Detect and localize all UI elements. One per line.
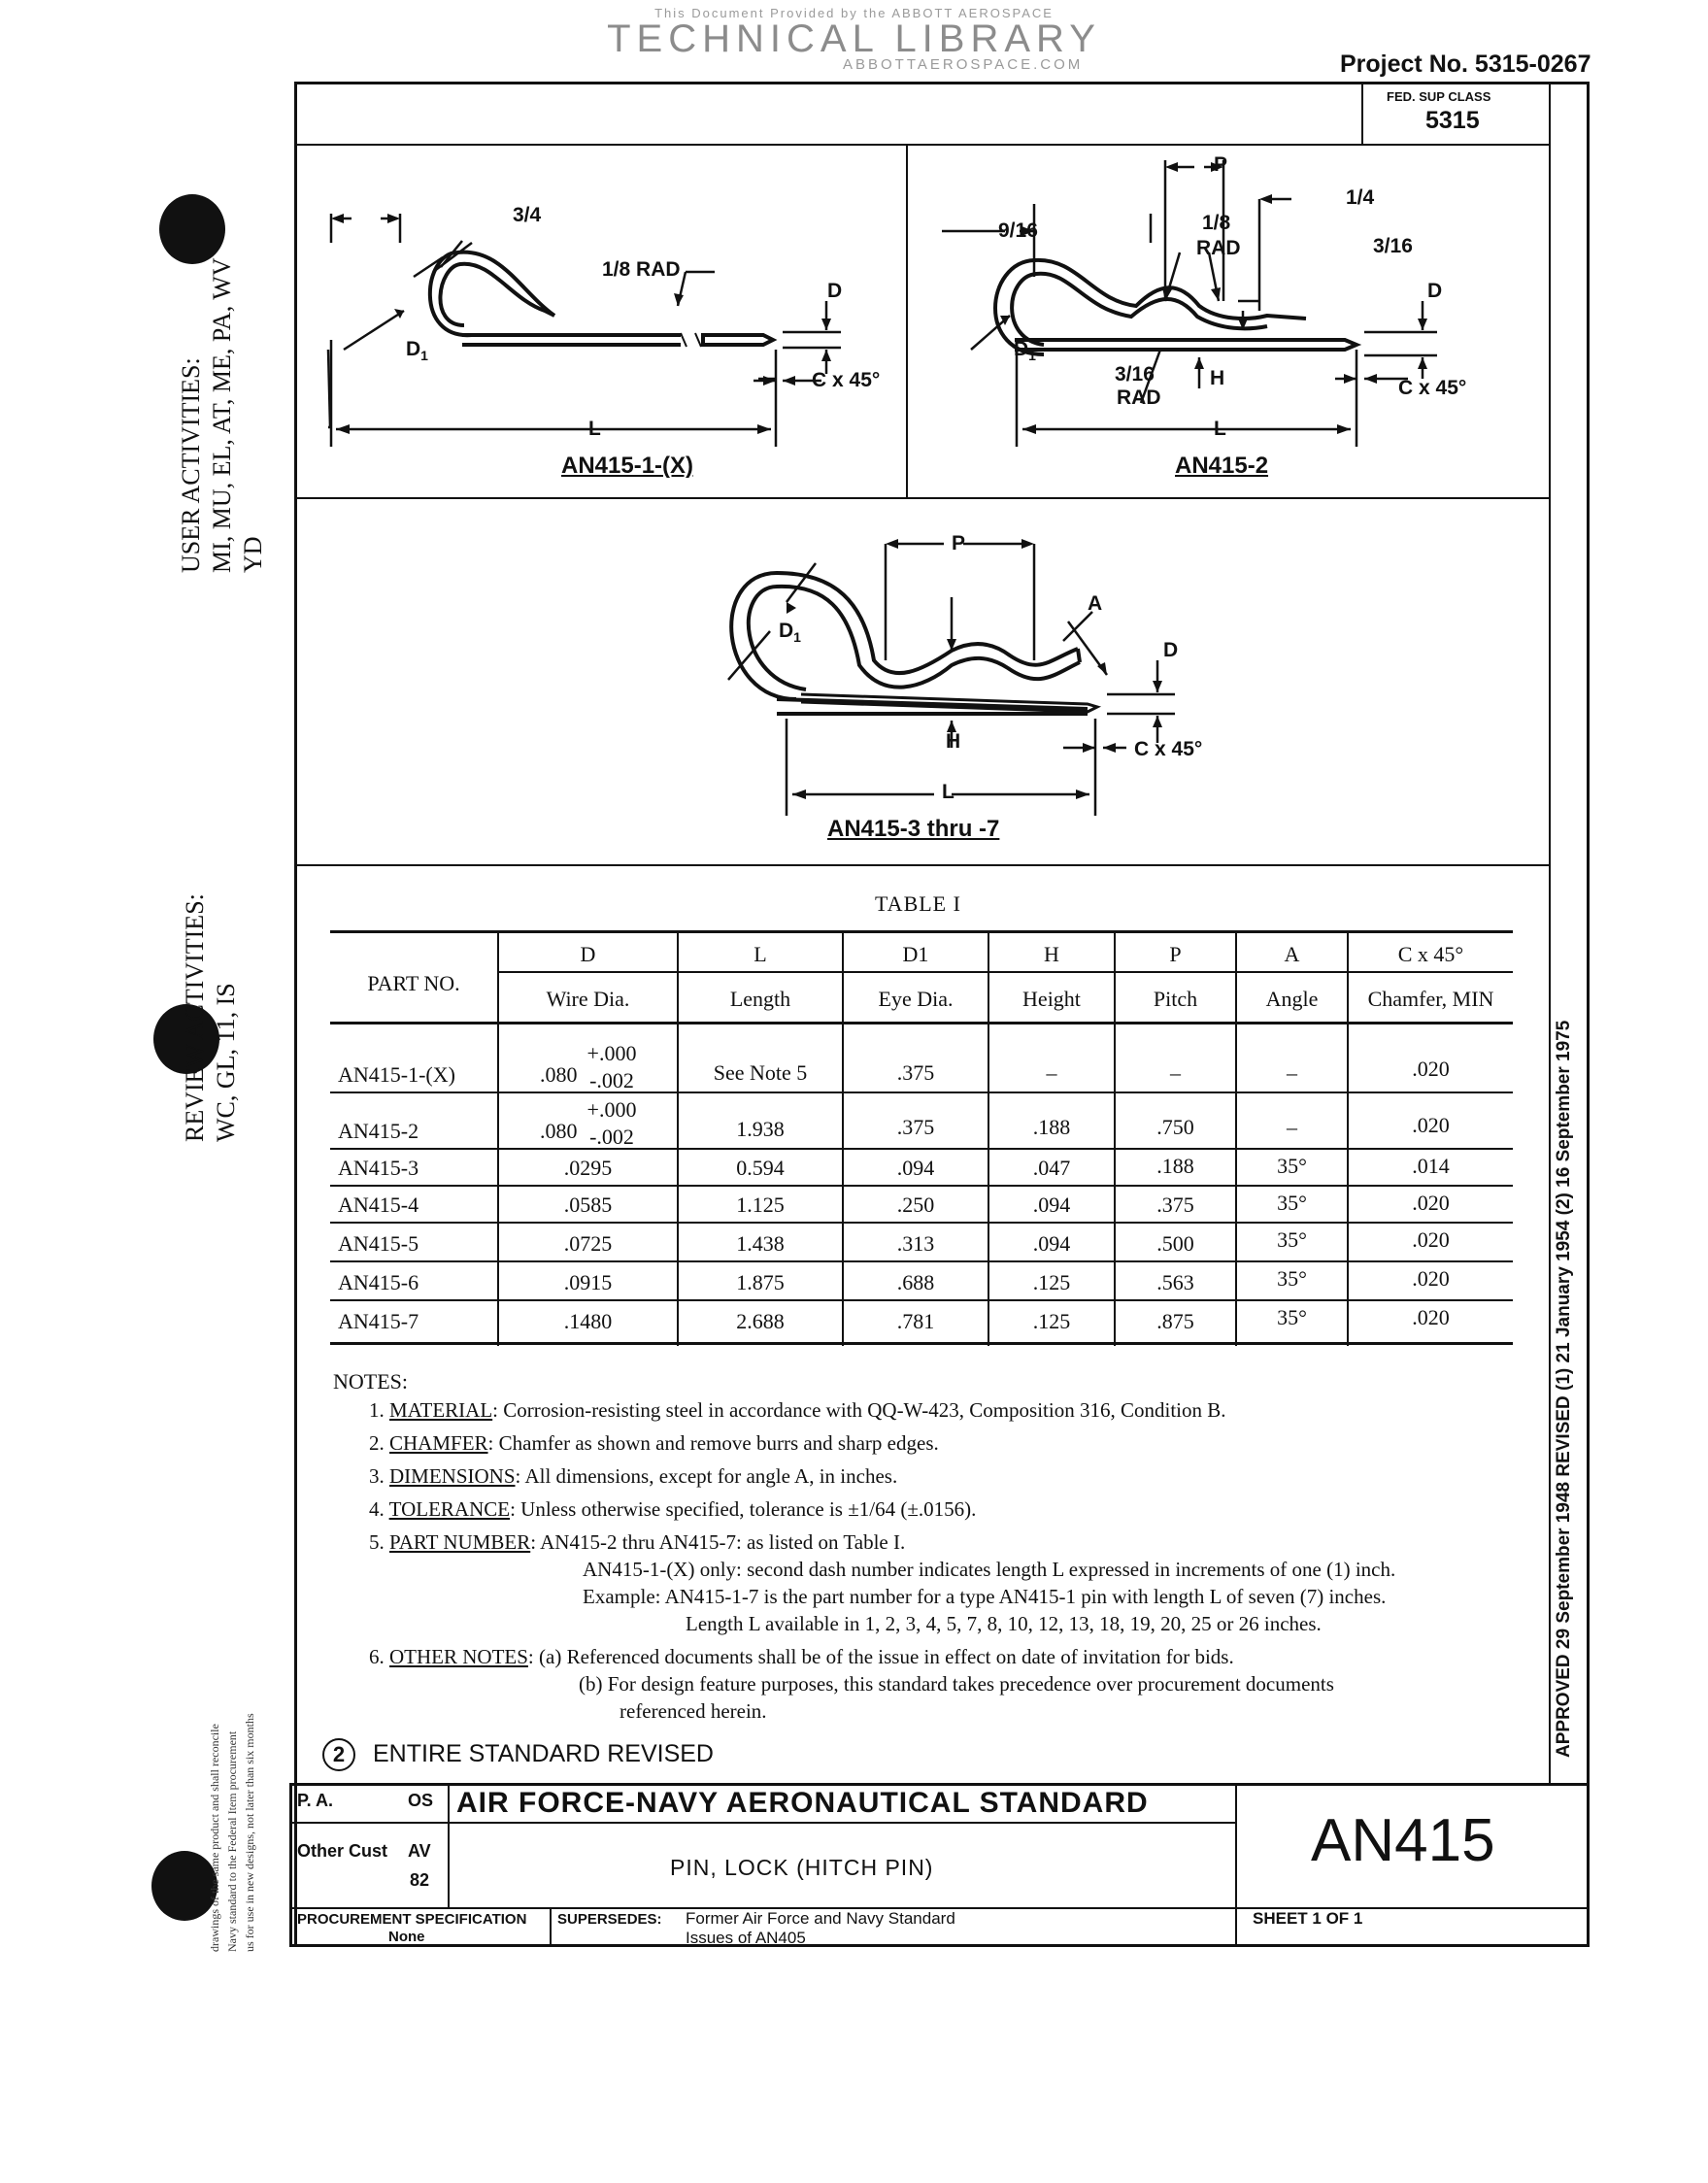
note-1: 1. MATERIAL: Corrosion-resisting steel in accordance with QQ-W-423, Composition 316, Condition B. [369,1398,1226,1422]
th-a-sym: A [1284,942,1300,966]
table-row-l: 1.938 [736,1117,785,1141]
d1-l: L [588,418,601,440]
note-2: 2. CHAMFER: Chamfer as shown and remove burrs and sharp edges. [369,1431,939,1455]
d2-1-4: 1/4 [1346,186,1375,209]
tb-supersedes-label: SUPERSEDES: [557,1911,662,1928]
table-row-p: .875 [1156,1309,1194,1333]
margin-note-line2: Navy standard to the Federal Item procurement [225,1730,239,1952]
note-5-line-3: Example: AN415-1-7 is the part number for a type AN415-1 pin with length L of seven (7) inches. [583,1585,1387,1608]
note-5: 5. PART NUMBER: AN415-2 thru AN415-7: as listed on Table I. [369,1530,906,1554]
table-rule-top [330,930,1513,933]
table-row-c: .020 [1412,1191,1450,1215]
frame-right-outer [1587,82,1590,1783]
table-row-tol-minus: -.002 [589,1068,634,1092]
table-row-rule-6 [330,1299,1513,1301]
table-row-d1: .313 [896,1231,935,1256]
fed-sup-value: 5315 [1425,107,1480,134]
revision-note: ENTIRE STANDARD REVISED [373,1740,714,1767]
d2-3-16-bottom: 3/16 [1115,363,1155,386]
table-row-p: .750 [1156,1115,1194,1139]
table-row-a: 35° [1277,1266,1307,1291]
margin-note-line3: us for use in new designs, not later than six months [243,1713,256,1952]
tb-top [289,1783,1590,1786]
table-row-part: AN415-7 [338,1309,419,1333]
note-6-b-line-2: referenced herein. [620,1699,767,1723]
table-row-h: .047 [1032,1156,1071,1180]
table-row-d: .0295 [563,1156,613,1180]
punch-hole-top [159,194,225,264]
tb-supersedes-line-1: Former Air Force and Navy Standard [686,1909,955,1928]
table-row-c: .014 [1412,1154,1450,1178]
d3-d: D [1163,639,1179,661]
d3-p: P [952,532,966,554]
table-row-a: – [1287,1115,1297,1139]
review-activities-line1: REVIEW ACTIVITIES: [181,893,209,1142]
table-row-d1: .375 [896,1115,935,1139]
table-row-d: .0915 [563,1270,613,1294]
table-row-d1: .781 [896,1309,935,1333]
table-row-d1: .250 [896,1192,935,1217]
table-row-h: .125 [1032,1309,1071,1333]
table-row-h: .125 [1032,1270,1071,1294]
tb-proc-col [550,1907,552,1946]
review-activities-line2: WC, GL, 11, IS [212,983,240,1142]
table-row-d: .080 [540,1062,578,1087]
watermark-provided-by: This Document Provided by the ABBOTT AEROSPACE [654,6,1054,20]
table-row-a: 35° [1277,1154,1307,1178]
drawing-split-rule [294,497,1551,499]
d2-caption: AN415-2 [1175,453,1269,479]
d3-h: H [946,730,961,753]
notes-heading: NOTES: [333,1369,408,1394]
tb-number: AN415 [1311,1807,1495,1874]
d1-caption: AN415-1-(X) [561,453,694,479]
note-6-b-line-1: (b) For design feature purposes, this standard takes precedence over procurement documents [579,1672,1334,1696]
table-row-p: .375 [1156,1192,1194,1217]
table-row-l: 0.594 [736,1156,785,1180]
table-row-rule-3 [330,1185,1513,1187]
table-row-rule-4 [330,1222,1513,1224]
note-6: 6. OTHER NOTES: (a) Referenced documents shall be of the issue in effect on date of invitation for bids. [369,1645,1234,1668]
table-row-c: .020 [1412,1305,1450,1329]
table-title: TABLE I [875,891,961,916]
table-row-h: – [1046,1060,1057,1085]
tb-col-2 [1235,1783,1237,1946]
table-row-tol-plus: +.000 [586,1041,637,1065]
table-row-c: .020 [1412,1266,1450,1291]
tb-standard-rule [448,1822,1235,1824]
table-row-d1: .375 [896,1060,935,1085]
table-row-d1: .094 [896,1156,935,1180]
table-row-h: .188 [1032,1115,1071,1139]
tb-right [1587,1783,1590,1946]
table-row-a: 35° [1277,1227,1307,1252]
th-p-name: Pitch [1153,987,1198,1011]
table-rule-bottom [330,1342,1513,1345]
note-3: 3. DIMENSIONS: All dimensions, except for angle A, in inches. [369,1464,898,1488]
table-row-tol-minus: -.002 [589,1125,634,1149]
th-l-sym: L [754,942,767,966]
d2-1-8: 1/8 [1202,212,1231,234]
revision-history: APPROVED 29 September 1948 REVISED (1) 21 January 1954 (2) 16 September 1975 [1554,1020,1574,1758]
table-row-c: .020 [1412,1057,1450,1081]
table-row-p: .563 [1156,1270,1194,1294]
table-row-l: 1.438 [736,1231,785,1256]
watermark-site: ABBOTTAEROSPACE.COM [843,56,1084,73]
tb-proc-value: None [388,1929,425,1945]
table-row-tol-plus: +.000 [586,1097,637,1122]
table-row-p: .500 [1156,1231,1194,1256]
tb-sheet: SHEET 1 OF 1 [1253,1909,1363,1928]
fed-sup-label: FED. SUP CLASS [1387,89,1491,104]
d2-c45: C x 45° [1398,377,1467,399]
table-row-a: 35° [1277,1305,1307,1329]
d2-d1: $D_1$ [1014,338,1036,364]
note-5-line-4: Length L available in 1, 2, 3, 4, 5, 7, 8, 10, 12, 13, 18, 19, 20, 25 or 26 inches. [686,1612,1322,1635]
d1-d: D [827,280,843,302]
d2-rad-top: RAD [1196,237,1241,259]
tb-proc-label: PROCUREMENT SPECIFICATION [297,1911,527,1928]
margin-note-line1: drawings of the same product and shall reconcile [208,1724,221,1952]
table-row-part: AN415-6 [338,1270,419,1294]
table-row-rule-2 [330,1148,1513,1150]
th-l-name: Length [729,987,791,1011]
d2-9-16: 9/16 [998,219,1038,242]
d3-caption: AN415-3 thru -7 [827,816,1000,842]
user-activities-line3: YD [239,536,267,573]
table-row-a: 35° [1277,1191,1307,1215]
d3-a: A [1088,592,1103,615]
th-c-sym: C x 45° [1397,942,1464,966]
d3-d1: $D_1$ [779,620,801,646]
tb-other-v1: AV [408,1841,431,1861]
th-h-name: Height [1022,987,1081,1011]
user-activities-line2: MI, MU, EL, AT, ME, PA, WV [208,257,236,573]
table-row-p: – [1170,1060,1181,1085]
table-row-d1: .688 [896,1270,935,1294]
tb-standard: AIR FORCE-NAVY AERONAUTICAL STANDARD [456,1787,1149,1819]
user-activities-line1: USER ACTIVITIES: [177,357,205,573]
tb-pa-value: OS [408,1791,434,1810]
table-row-l: 1.875 [736,1270,785,1294]
watermark-library: TECHNICAL LIBRARY [607,17,1101,60]
d2-p: P [1214,153,1228,176]
table-row-rule-1 [330,1092,1513,1093]
th-d1-sym: D1 [902,942,929,966]
table-row-c: .020 [1412,1227,1450,1252]
th-part-no: PART NO. [367,971,460,995]
table-top-rule [294,864,1551,866]
tb-pa-label: P. A. [297,1791,334,1810]
table-row-a: – [1287,1060,1297,1085]
d3-c45: C x 45° [1134,738,1203,760]
tb-other-v2: 82 [410,1870,430,1890]
tb-left [289,1783,292,1946]
note-4: 4. TOLERANCE: Unless otherwise specified, tolerance is ±1/64 (±.0156). [369,1497,977,1521]
d3-l: L [942,781,954,803]
th-d-name: Wire Dia. [546,987,630,1011]
drawing-an415-2 [908,146,1549,497]
tb-title: PIN, LOCK (HITCH PIN) [670,1855,934,1880]
th-p-sym: P [1169,942,1182,966]
revision-circle-number: 2 [332,1742,346,1766]
table-row-l: 2.688 [736,1309,785,1333]
d2-3-16: 3/16 [1373,235,1413,257]
tb-other-label: Other Cust [297,1841,388,1861]
th-d1-name: Eye Dia. [878,987,954,1011]
revision-circle-icon [322,1738,355,1771]
drawing-an415-3-7 [680,505,1282,864]
th-h-sym: H [1044,942,1059,966]
table-row-h: .094 [1032,1231,1071,1256]
th-c-name: Chamfer, MIN [1367,987,1494,1011]
d2-rad-bottom: RAD [1117,386,1161,409]
th-d-sym: D [580,942,596,966]
table-row-l: 1.125 [736,1192,785,1217]
table-row-part: AN415-5 [338,1231,419,1256]
drawing-an415-1 [297,146,906,497]
project-number: Project No. 5315-0267 [1340,50,1591,78]
d2-l: L [1214,418,1226,440]
fed-sup-box-left [1361,82,1363,145]
table-rule-header-mid [497,971,1513,973]
table-row-part: AN415-4 [338,1192,419,1217]
table-row-d: .1480 [563,1309,613,1333]
table-row-d: .080 [540,1119,578,1143]
table-rule-header-bottom [330,1022,1513,1024]
d1-d1: $D_1$ [406,338,428,364]
d2-d: D [1427,280,1443,302]
d2-h: H [1210,367,1225,389]
d1-c45: C x 45° [812,369,881,391]
table-row-d: .0585 [563,1192,613,1217]
tb-col-1 [448,1783,450,1909]
note-5-line-2: AN415-1-(X) only: second dash number indicates length L expressed in increments of one (1) inch. [583,1558,1396,1581]
th-a-name: Angle [1265,987,1319,1011]
tb-supersedes-line-2: Issues of AN405 [686,1929,806,1947]
table-row-part: AN415-1-(X) [338,1062,455,1087]
table-row-l: See Note 5 [713,1060,808,1085]
frame-top [294,82,1590,84]
table-row-d: .0725 [563,1231,613,1256]
d1-dim-3-4: 3/4 [513,204,542,226]
tb-pa-rule [289,1822,448,1824]
table-row-rule-5 [330,1260,1513,1262]
d1-rad: 1/8 RAD [602,258,681,281]
table-row-c: .020 [1412,1113,1450,1137]
table-row-p: .188 [1156,1154,1194,1178]
table-row-part: AN415-2 [338,1119,419,1143]
tb-bottom [289,1944,1590,1947]
table-row-h: .094 [1032,1192,1071,1217]
frame-right-inner [1549,82,1551,1783]
table-row-part: AN415-3 [338,1156,419,1180]
